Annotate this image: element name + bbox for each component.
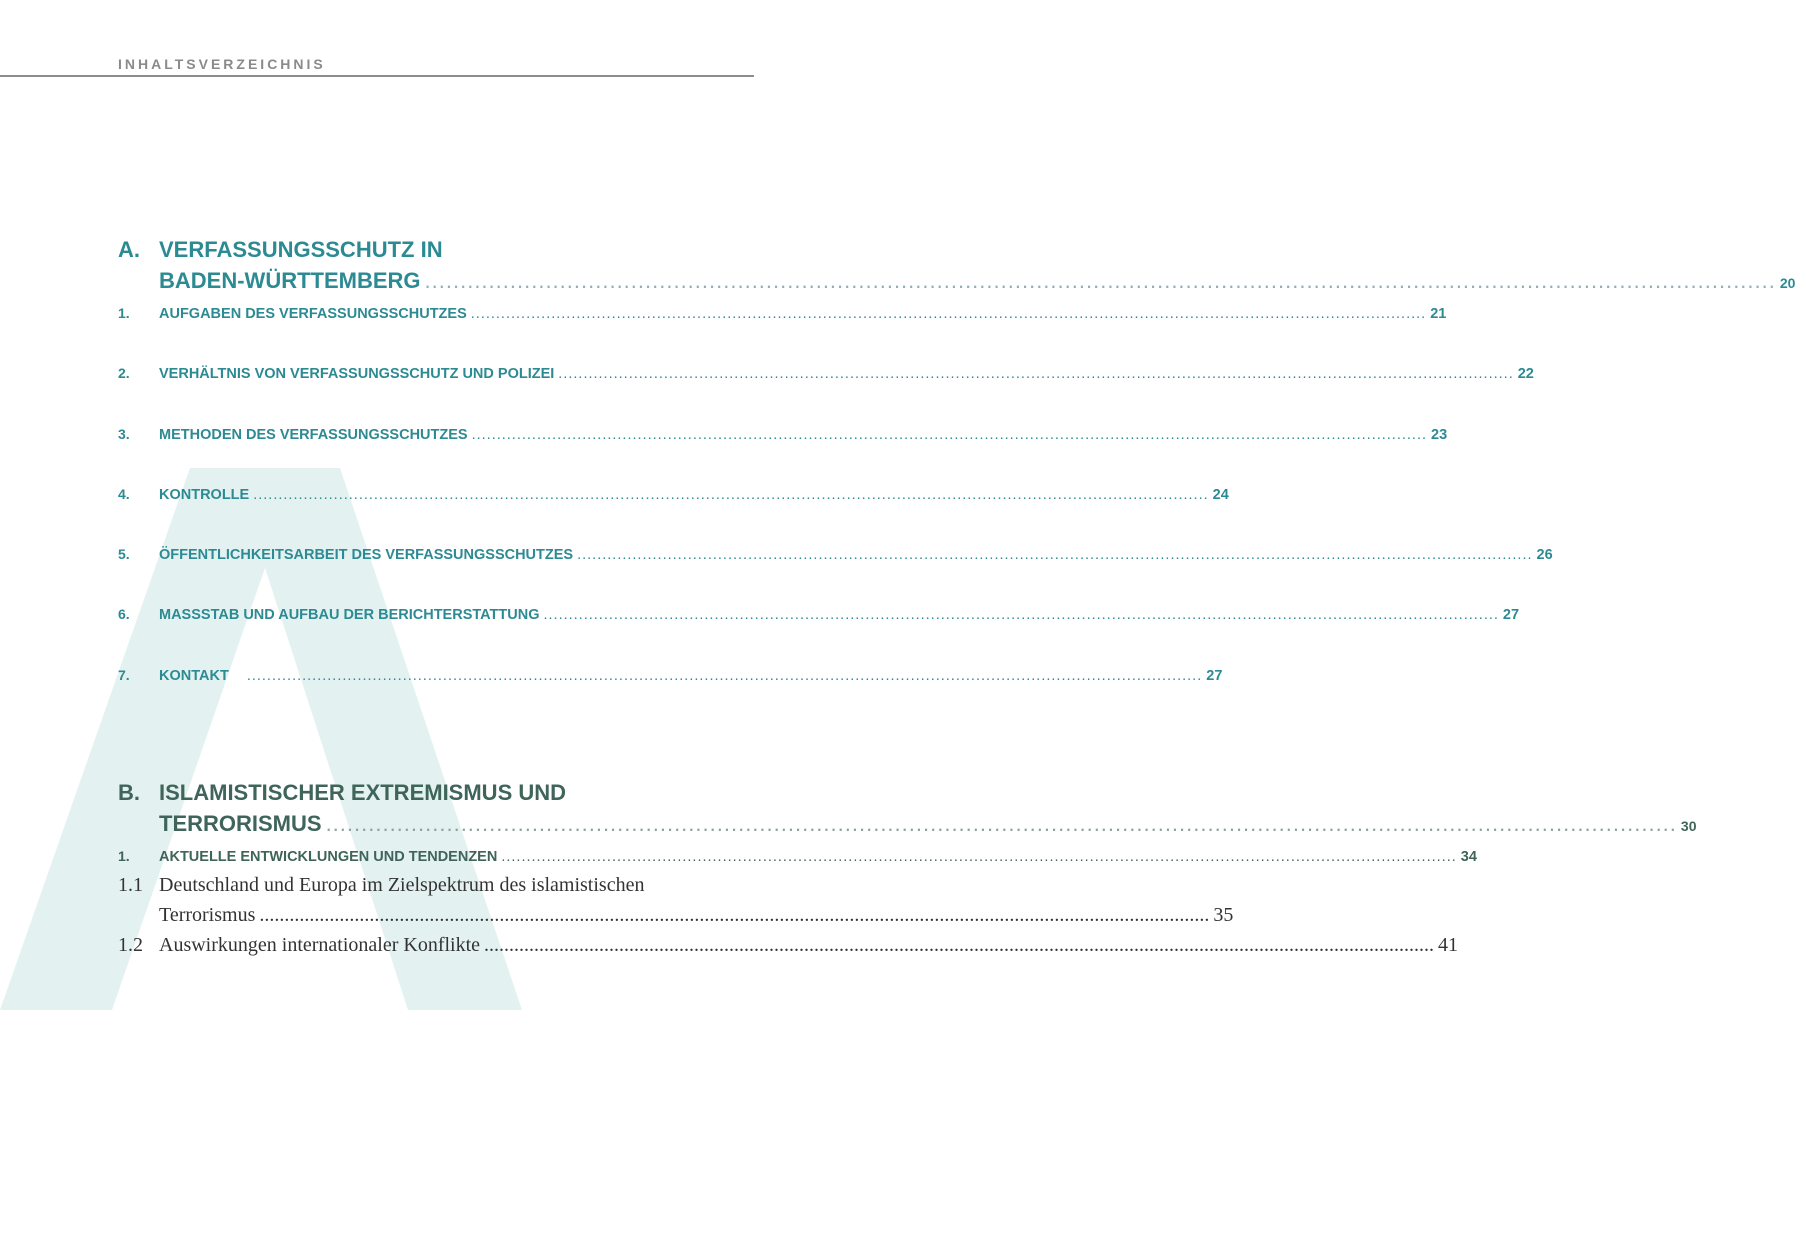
leader-dots: ..............................................................................................................................................................................................: [246, 668, 1203, 684]
entry-title: ÖFFENTLICHKEITSARBEIT DES VERFASSUNGSSCHUTZES: [159, 547, 574, 563]
leader-dots: ..............................................................................................................................................................................................: [471, 427, 1428, 443]
section-letter: B.: [118, 780, 140, 805]
toc-entry[interactable]: [118, 667, 1223, 684]
entry-number: 4.: [118, 486, 130, 502]
section-title: TERRORISMUS: [159, 811, 322, 836]
leader-dots: ..............................................................................................................................................................................................: [325, 811, 1677, 836]
leader-dots: ..............................................................................................................................................................................................: [543, 607, 1499, 623]
entry-title: Auswirkungen internationaler Konflikte: [159, 934, 481, 956]
entry-number: 1.: [118, 848, 130, 864]
leader-dots: ..............................................................................................................................................................................................: [558, 366, 1514, 382]
entry-title: KONTROLLE: [159, 487, 250, 503]
page-number: 20: [1779, 275, 1795, 291]
toc-entry[interactable]: [118, 365, 1534, 382]
page-number: 21: [1430, 306, 1447, 322]
entry-number: 5.: [118, 546, 130, 562]
toc-entry[interactable]: [118, 546, 1553, 563]
page-number: 35: [1213, 904, 1234, 926]
toc-entry-b[interactable]: [118, 811, 1697, 837]
toc-entry[interactable]: [118, 606, 1520, 623]
leader-dots: ..............................................................................................................................................................................................: [470, 306, 1427, 322]
page-number: 41: [1438, 934, 1459, 956]
section-b-heading: [118, 780, 748, 806]
running-header: INHALTSVERZEICHNIS: [118, 56, 326, 72]
entry-number: 1.1: [118, 874, 143, 896]
entry-number: 1.: [118, 305, 130, 321]
entry-number: 7.: [118, 667, 130, 683]
entry-number: 6.: [118, 606, 130, 622]
header-rule: [0, 75, 754, 77]
toc-entry[interactable]: [118, 848, 1477, 865]
section-title: ISLAMISTISCHER EXTREMISMUS UND: [159, 780, 567, 805]
section-title: VERFASSUNGSSCHUTZ IN: [159, 237, 443, 262]
page-number: 26: [1536, 547, 1553, 563]
toc-entry[interactable]: [118, 305, 1447, 322]
toc-subentry[interactable]: [118, 904, 1234, 927]
entry-title: Terrorismus: [159, 904, 256, 926]
leader-dots: ..............................................................................................................................................................................................: [577, 547, 1533, 563]
entry-title: KONTAKT: [159, 668, 229, 684]
page-number: 30: [1680, 818, 1697, 834]
section-letter: A.: [118, 237, 140, 262]
entry-title: METHODEN DES VERFASSUNGSSCHUTZES: [159, 427, 468, 443]
entry-number: 1.2: [118, 934, 143, 956]
page-number: 27: [1206, 668, 1223, 684]
toc-entry[interactable]: [118, 486, 1229, 503]
entry-title: Deutschland und Europa im Zielspektrum des islamistischen: [159, 874, 645, 896]
leader-dots: ..............................................................................................................................................................................................: [484, 934, 1435, 956]
leader-dots: ..............................................................................................................................................................................................: [424, 268, 1776, 293]
entry-number: 2.: [118, 365, 130, 381]
toc-subentry: [118, 874, 748, 897]
entry-number: 3.: [118, 426, 130, 442]
leader-dots: ..............................................................................................................................................................................................: [259, 904, 1210, 926]
page-number: 34: [1460, 849, 1477, 865]
entry-title: AKTUELLE ENTWICKLUNGEN UND TENDENZEN: [159, 849, 498, 865]
page-number: 23: [1431, 427, 1448, 443]
page-number: 22: [1517, 366, 1534, 382]
section-a-heading: [118, 237, 748, 263]
leader-dots: ..............................................................................................................................................................................................: [253, 487, 1209, 503]
leader-dots: ..............................................................................................................................................................................................: [501, 849, 1457, 865]
page-number: 24: [1212, 487, 1229, 503]
section-title: BADEN-WÜRTTEMBERG: [159, 268, 421, 293]
entry-title: VERHÄLTNIS VON VERFASSUNGSSCHUTZ UND POLIZEI: [159, 366, 555, 382]
entry-title: AUFGABEN DES VERFASSUNGSSCHUTZES: [159, 306, 467, 322]
toc-subentry[interactable]: [118, 934, 1459, 957]
toc-entry-a[interactable]: [118, 268, 1795, 294]
entry-title: MASSSTAB UND AUFBAU DER BERICHTERSTATTUNG: [159, 607, 540, 623]
toc-entry[interactable]: [118, 426, 1448, 443]
page-number: 27: [1502, 607, 1520, 623]
